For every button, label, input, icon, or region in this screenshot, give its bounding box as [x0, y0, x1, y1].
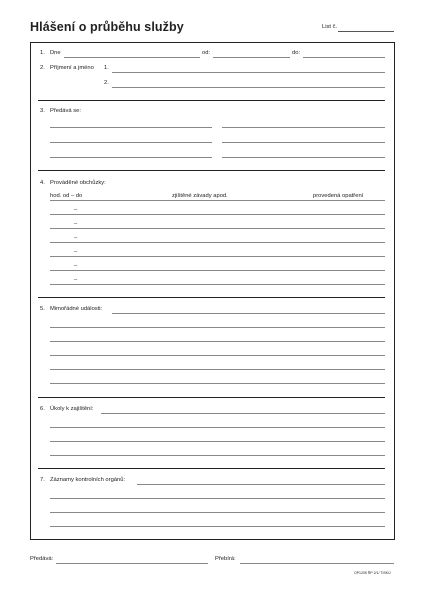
inspections-field[interactable] — [50, 498, 385, 499]
handover-field-left[interactable] — [50, 127, 212, 128]
taking-over-signature-field[interactable] — [240, 563, 394, 564]
handover-field-left[interactable] — [50, 142, 212, 143]
patrol-row-dash: – — [74, 263, 78, 269]
handover-label: Předává se: — [50, 108, 81, 114]
patrol-row-line[interactable] — [50, 256, 385, 257]
form-code: OP1205 ŘP 2/1/ TISKÚ — [354, 571, 391, 575]
incidents-field[interactable] — [50, 369, 385, 370]
tasks-field[interactable] — [50, 441, 385, 442]
section-1-number: 1. — [40, 50, 45, 56]
patrol-col-measures: provedená opatření — [313, 193, 364, 199]
section-divider — [38, 170, 385, 171]
section-2-number: 2. — [40, 65, 45, 71]
patrol-row-dash: – — [74, 249, 78, 255]
patrol-row-dash: – — [74, 235, 78, 241]
from-label: od: — [202, 50, 211, 56]
section-divider — [38, 468, 385, 469]
handing-over-signature-field[interactable] — [56, 563, 208, 564]
patrol-row-line[interactable] — [50, 284, 385, 285]
section-4-number: 4. — [40, 180, 45, 186]
date-label: Dne — [50, 50, 61, 56]
section-7-number: 7. — [40, 477, 45, 483]
inspections-field[interactable] — [50, 526, 385, 527]
handover-field-right[interactable] — [222, 142, 385, 143]
date-field[interactable] — [64, 57, 200, 58]
taking-over-label: Přebírá: — [215, 556, 236, 562]
patrol-col-findings: zjištěné závady apod. — [172, 193, 228, 199]
form-frame — [30, 42, 395, 540]
patrol-row-dash: – — [74, 277, 78, 283]
name-field-1[interactable] — [112, 72, 385, 73]
patrol-row-line[interactable] — [50, 200, 385, 201]
name-line-1-number: 1. — [104, 65, 109, 71]
name-field-2[interactable] — [112, 87, 385, 88]
patrol-row-dash: – — [74, 221, 78, 227]
tasks-field[interactable] — [101, 413, 385, 414]
inspections-label: Záznamy kontrolních orgánů: — [50, 477, 126, 483]
handover-field-right[interactable] — [222, 127, 385, 128]
incidents-label: Mimořádné události: — [50, 306, 103, 312]
section-3-number: 3. — [40, 108, 45, 114]
name-label: Příjmení a jméno — [50, 65, 94, 71]
from-field[interactable] — [213, 57, 290, 58]
section-divider — [38, 297, 385, 298]
inspections-field[interactable] — [50, 512, 385, 513]
inspections-field[interactable] — [137, 484, 385, 485]
handover-field-right[interactable] — [222, 157, 385, 158]
sheet-number-label: List č. — [322, 24, 338, 30]
tasks-label: Úkoly k zajištění: — [50, 406, 94, 412]
section-divider — [38, 397, 385, 398]
incidents-field[interactable] — [50, 341, 385, 342]
patrol-row-line[interactable] — [50, 242, 385, 243]
to-field[interactable] — [303, 57, 385, 58]
incidents-field[interactable] — [50, 355, 385, 356]
section-5-number: 5. — [40, 306, 45, 312]
section-6-number: 6. — [40, 406, 45, 412]
tasks-field[interactable] — [50, 427, 385, 428]
patrol-row-line[interactable] — [50, 270, 385, 271]
patrol-row-line[interactable] — [50, 228, 385, 229]
patrol-row-dash: – — [74, 207, 78, 213]
patrols-label: Prováděné obchůzky: — [50, 180, 106, 186]
handing-over-label: Předává: — [30, 556, 54, 562]
name-line-2-number: 2. — [104, 80, 109, 86]
tasks-field[interactable] — [50, 455, 385, 456]
handover-field-left[interactable] — [50, 157, 212, 158]
incidents-field[interactable] — [50, 327, 385, 328]
form-title: Hlášení o průběhu služby — [30, 20, 184, 34]
sheet-number-field[interactable] — [338, 31, 394, 32]
incidents-field[interactable] — [112, 313, 385, 314]
incidents-field[interactable] — [50, 383, 385, 384]
section-divider — [38, 100, 385, 101]
patrol-col-time: hod. od – do — [50, 193, 83, 199]
patrol-row-line[interactable] — [50, 214, 385, 215]
to-label: do: — [292, 50, 301, 56]
